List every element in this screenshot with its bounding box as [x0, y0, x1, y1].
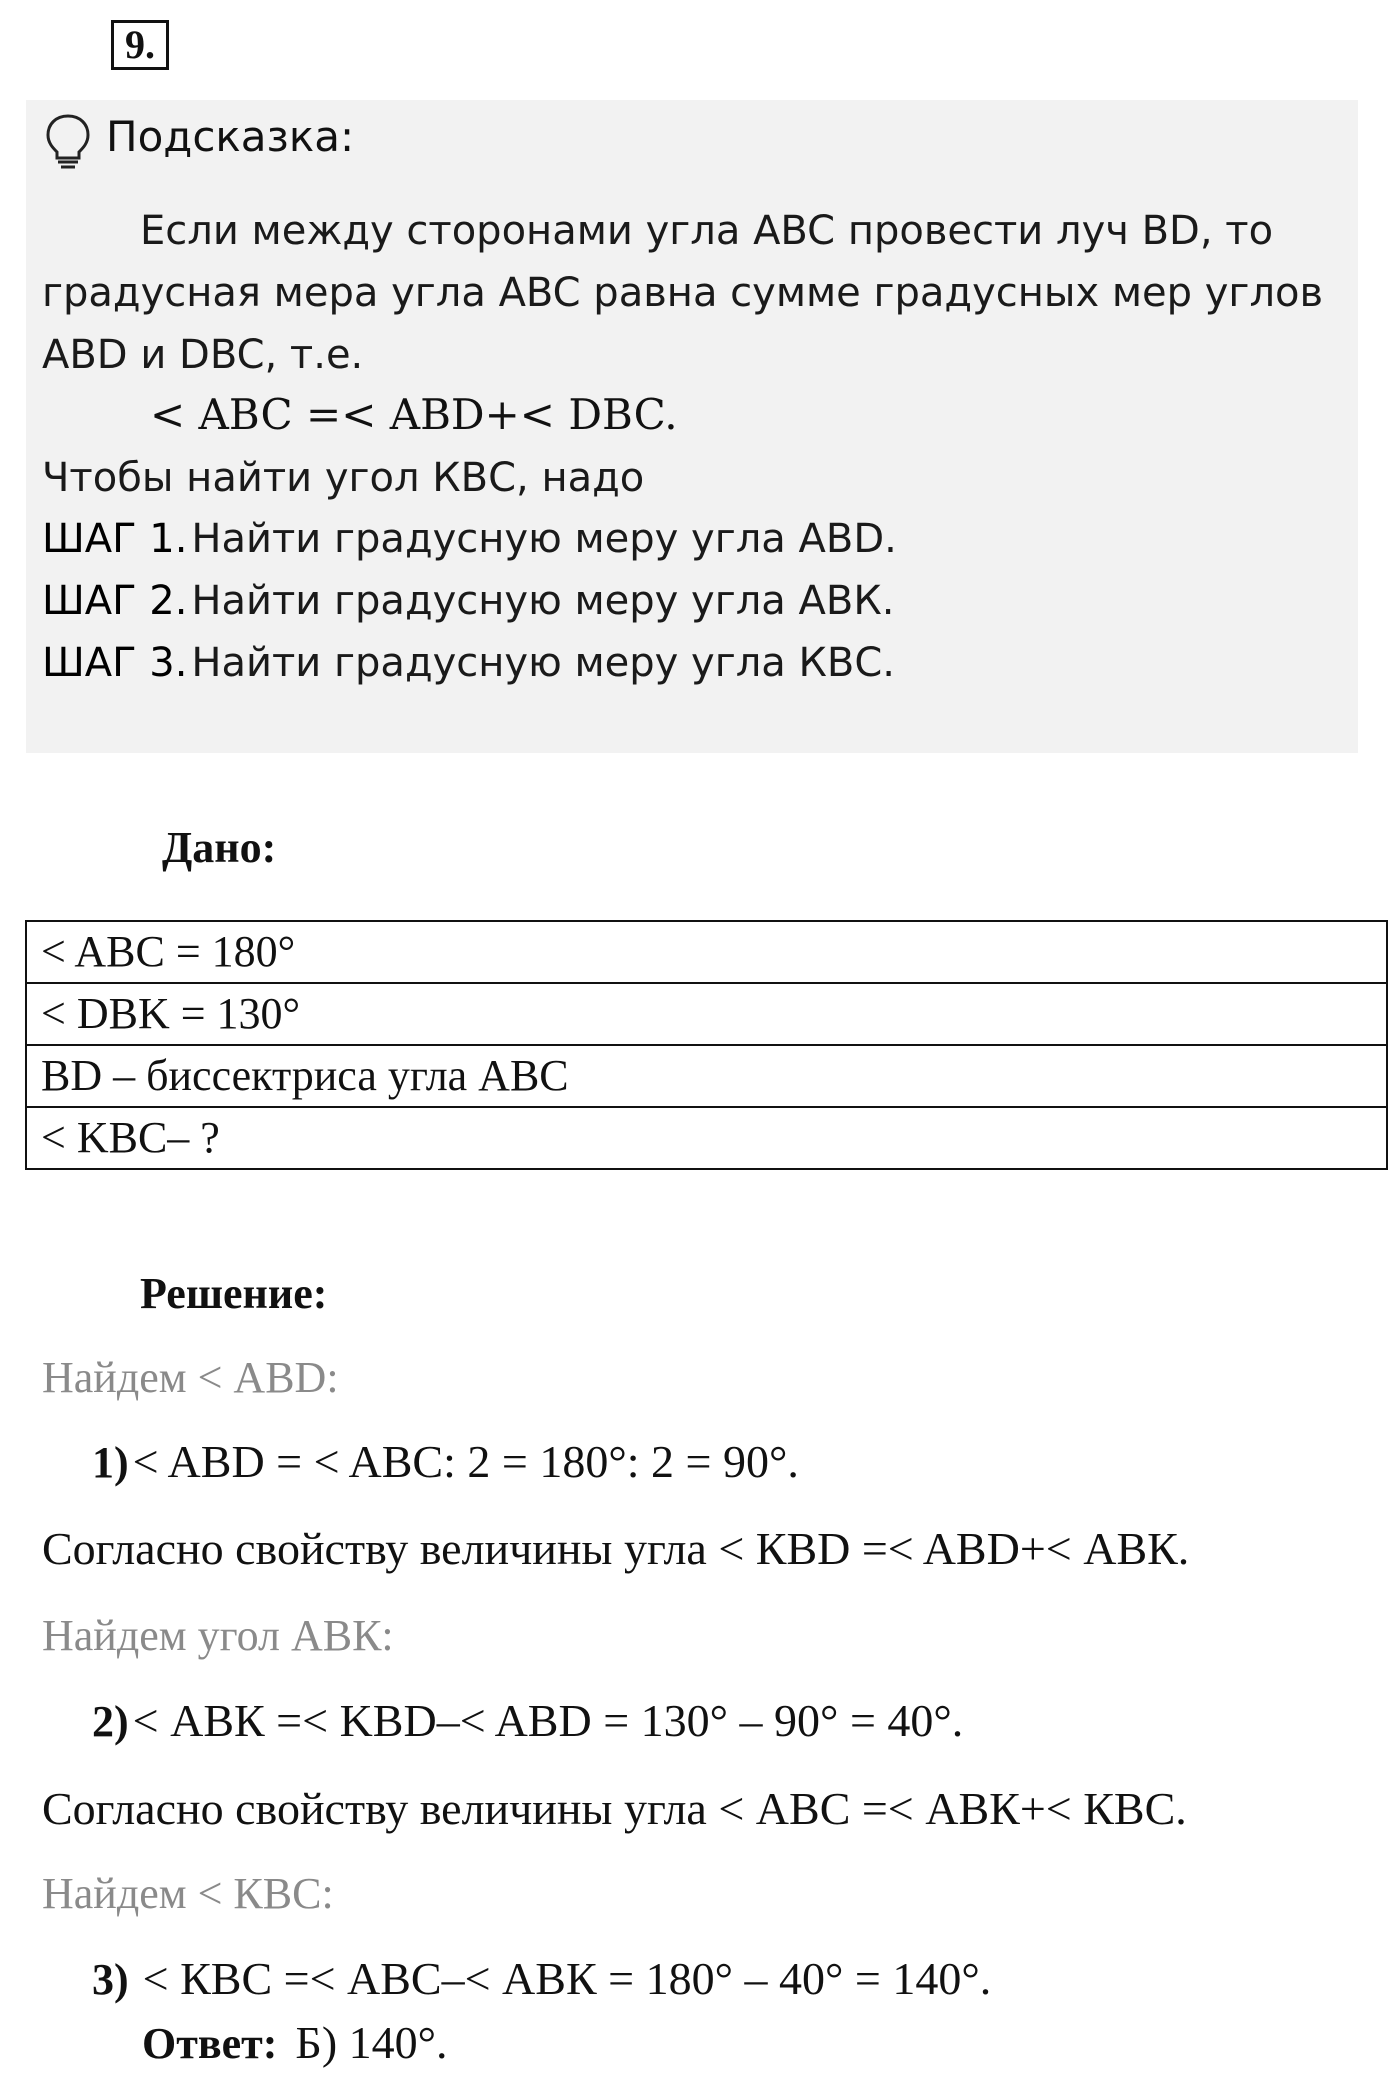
hint-step-1 [42, 516, 897, 562]
solution-heading: Решение: [140, 1269, 328, 1318]
find-abd: Найдем < ABD: [42, 1353, 339, 1402]
find-abk: Найдем угол АВК: [42, 1611, 394, 1660]
find-kbc: Найдем < КВС: [42, 1869, 334, 1918]
hint-intro: Чтобы найти угол КВС, надо [42, 455, 645, 501]
table-row [26, 983, 1387, 1045]
hint-paragraph-line3: ABD и DBC, т.е. [42, 332, 364, 378]
hint-step-label: ШАГ 3. [42, 640, 188, 686]
given-cell: < DBK = 130° [26, 983, 1387, 1045]
hint-title: Подсказка: [106, 112, 355, 161]
hint-step-text: Найти градусную меру угла КВС. [191, 640, 895, 686]
hint-step-label: ШАГ 1. [42, 516, 188, 562]
given-cell: < ABC = 180° [26, 921, 1387, 983]
table-row [26, 1107, 1387, 1169]
answer-value: Б) 140°. [295, 2017, 448, 2068]
given-table [25, 920, 1388, 1170]
hint-paragraph-line1: Если между сторонами угла ABC провести луч BD, то [140, 208, 1274, 254]
given-cell: < KBC– ? [26, 1107, 1387, 1169]
hint-step-text: Найти градусную меру угла ABD. [191, 516, 897, 562]
hint-step-2 [42, 578, 894, 624]
step-number: 3) [92, 1955, 129, 2004]
property-1: Согласно свойству величины угла < КВD =< ABD+< АВК. [42, 1523, 1190, 1574]
table-row [26, 1045, 1387, 1107]
solution-step-2 [92, 1694, 963, 1747]
hint-paragraph-line2: градусная мера угла ABC равна сумме градусных мер углов [42, 270, 1324, 316]
property-2: Согласно свойству величины угла < ABC =< АВК+< КВС. [42, 1783, 1187, 1834]
hint-step-label: ШАГ 2. [42, 578, 188, 624]
solution-step-1 [92, 1435, 799, 1488]
table-row [26, 921, 1387, 983]
step-equation: < ABD = < ABC: 2 = 180°: 2 = 90°. [132, 1436, 799, 1487]
lightbulb-icon [42, 112, 94, 170]
step-number: 2) [92, 1697, 129, 1746]
hint-step-text: Найти градусную меру угла АВК. [191, 578, 895, 624]
problem-number: 9. [111, 20, 169, 70]
answer-line [142, 2016, 448, 2069]
answer-label: Ответ: [142, 2019, 278, 2068]
given-heading: Дано: [162, 823, 277, 872]
step-number: 1) [92, 1438, 129, 1487]
hint-formula: < ABC =< ABD+< DBC. [150, 390, 678, 439]
step-equation: < КВС =< ABC–< АВК = 180° – 40° = 140°. [142, 1953, 992, 2004]
step-equation: < АВК =< KBD–< ABD = 130° – 90° = 40°. [132, 1695, 964, 1746]
hint-step-3 [42, 640, 895, 686]
solution-step-3 [92, 1952, 991, 2005]
given-cell: BD – биссектриса угла ABC [26, 1045, 1387, 1107]
